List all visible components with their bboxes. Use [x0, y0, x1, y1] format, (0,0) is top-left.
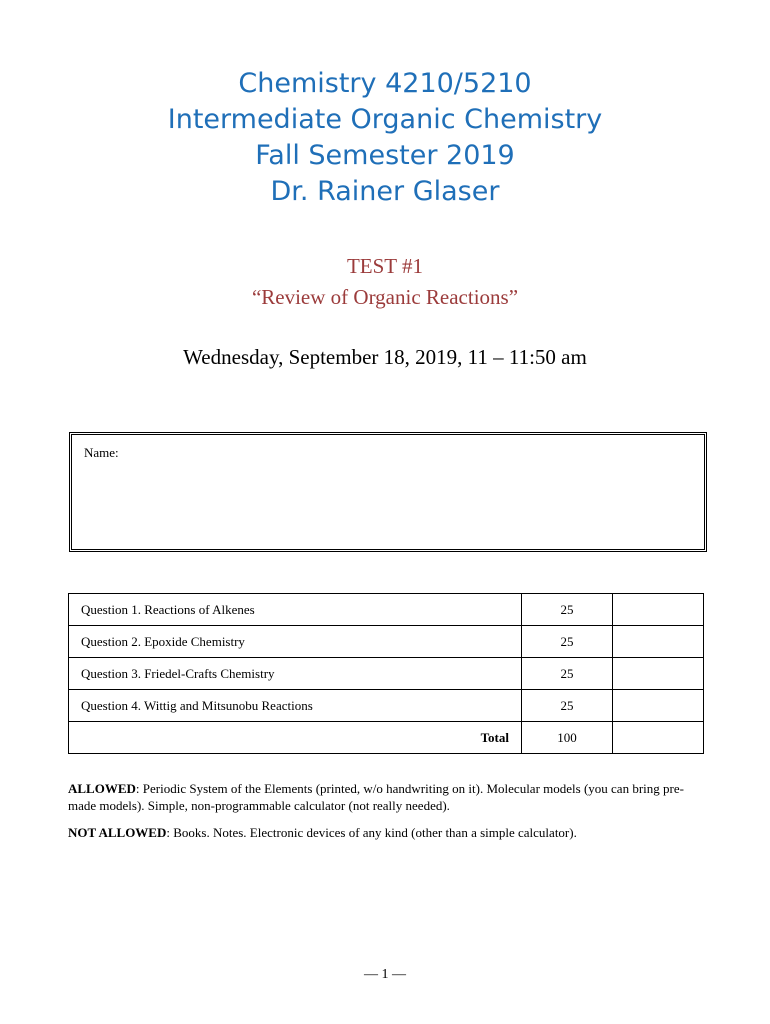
course-number: Chemistry 4210/5210 — [238, 68, 532, 99]
score-cell[interactable] — [613, 626, 704, 658]
course-name: Intermediate Organic Chemistry — [167, 104, 603, 135]
score-cell[interactable] — [613, 690, 704, 722]
not-allowed-label: NOT ALLOWED — [68, 825, 167, 840]
test-heading — [0, 251, 770, 313]
total-score-cell[interactable] — [613, 722, 704, 754]
allowed-text: : Periodic System of the Elements (printed, w/o handwriting on it). Molecular models (you can bring pre-made models). Simple, non-programmable calculator (not really needed). — [68, 781, 684, 813]
exam-rules — [68, 780, 708, 851]
points-cell: 25 — [522, 626, 613, 658]
name-box[interactable] — [69, 432, 707, 552]
test-date: Wednesday, September 18, 2019, 11 – 11:50 am — [183, 345, 587, 369]
course-header — [0, 66, 770, 210]
allowed-label: ALLOWED — [68, 781, 136, 796]
total-label: Total — [69, 722, 522, 754]
test-number: TEST #1 — [346, 254, 424, 278]
name-label: Name: — [84, 445, 119, 460]
instructor: Dr. Rainer Glaser — [270, 176, 500, 207]
score-cell[interactable] — [613, 658, 704, 690]
test-title: “Review of Organic Reactions” — [251, 285, 519, 309]
table-row — [69, 594, 704, 626]
allowed-rule — [68, 780, 708, 814]
table-row — [69, 690, 704, 722]
not-allowed-text: : Books. Notes. Electronic devices of any kind (other than a simple calculator). — [166, 825, 577, 840]
score-cell[interactable] — [613, 594, 704, 626]
score-table — [68, 593, 704, 754]
table-row — [69, 626, 704, 658]
page-number: — 1 — — [364, 967, 406, 982]
total-row — [69, 722, 704, 754]
question-cell: Question 3. Friedel-Crafts Chemistry — [69, 658, 522, 690]
question-cell: Question 1. Reactions of Alkenes — [69, 594, 522, 626]
question-cell: Question 2. Epoxide Chemistry — [69, 626, 522, 658]
not-allowed-rule — [68, 824, 708, 841]
points-cell: 25 — [522, 690, 613, 722]
semester: Fall Semester 2019 — [255, 140, 515, 171]
points-cell: 25 — [522, 658, 613, 690]
points-cell: 25 — [522, 594, 613, 626]
total-points: 100 — [522, 722, 613, 754]
table-row — [69, 658, 704, 690]
question-cell: Question 4. Wittig and Mitsunobu Reactions — [69, 690, 522, 722]
